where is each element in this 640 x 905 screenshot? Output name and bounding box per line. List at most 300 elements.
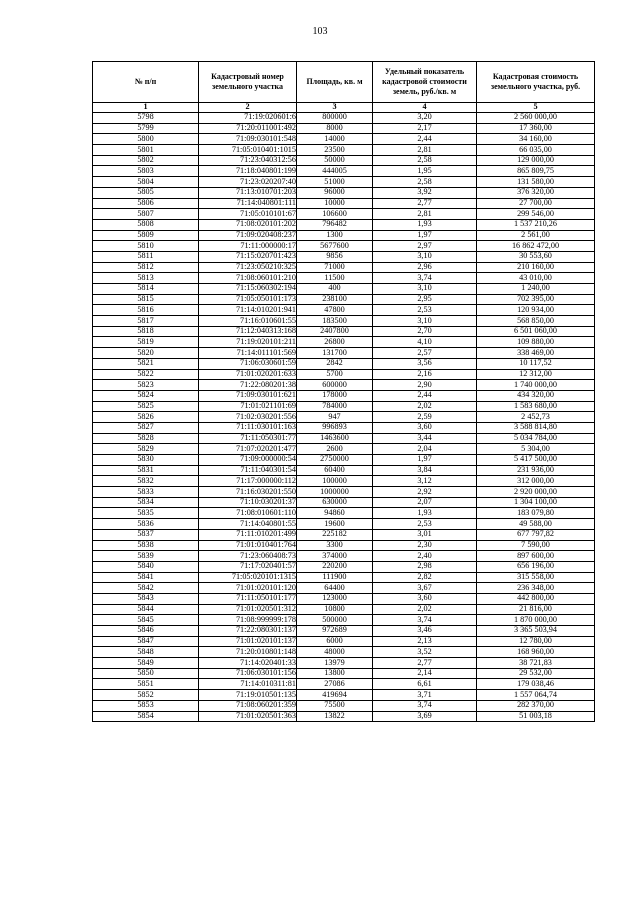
row-number-cell: 5853 — [93, 700, 199, 711]
table-row — [93, 145, 595, 156]
cadastral-number-cell: 71:08:010601:110 — [199, 508, 297, 519]
cadastral-number-cell: 71:14:010201:941 — [199, 305, 297, 316]
row-number-cell: 5822 — [93, 369, 199, 380]
cadastral-number-cell: 71:09:030101:548 — [199, 134, 297, 145]
unit-value-cell: 3,74 — [373, 615, 477, 626]
cadastral-number-cell: 71:20:010801:148 — [199, 647, 297, 658]
table-row — [93, 465, 595, 476]
cadastral-value-cell: 29 532,00 — [477, 668, 595, 679]
unit-value-cell: 1,93 — [373, 219, 477, 230]
cadastral-value-cell: 7 590,00 — [477, 540, 595, 551]
table-row — [93, 658, 595, 669]
area-cell: 100000 — [297, 476, 373, 487]
row-number-cell: 5832 — [93, 476, 199, 487]
table-row — [93, 572, 595, 583]
table-row — [93, 177, 595, 188]
cadastral-value-cell: 66 035,00 — [477, 145, 595, 156]
header-unit-value: Удельный показатель кадастровой стоимости земель, руб./кв. м — [373, 62, 477, 103]
unit-value-cell: 1,97 — [373, 230, 477, 241]
table-row — [93, 369, 595, 380]
cadastral-value-cell: 677 797,82 — [477, 529, 595, 540]
cadastral-number-cell: 71:18:040801:199 — [199, 166, 297, 177]
area-cell: 26800 — [297, 337, 373, 348]
area-cell: 64400 — [297, 583, 373, 594]
cadastral-value-cell: 3 588 814,80 — [477, 422, 595, 433]
row-number-cell: 5815 — [93, 294, 199, 305]
cadastral-value-cell: 5 304,00 — [477, 444, 595, 455]
cadastral-value-cell: 1 304 100,00 — [477, 497, 595, 508]
area-cell: 13800 — [297, 668, 373, 679]
cadastral-number-cell: 71:01:020101:137 — [199, 636, 297, 647]
unit-value-cell: 2,98 — [373, 561, 477, 572]
cadastral-number-cell: 71:14:040801:111 — [199, 198, 297, 209]
cadastral-number-cell: 71:14:020401:33 — [199, 658, 297, 669]
row-number-cell: 5825 — [93, 401, 199, 412]
table-row — [93, 540, 595, 551]
area-cell: 3300 — [297, 540, 373, 551]
unit-value-cell: 2,17 — [373, 123, 477, 134]
area-cell: 178000 — [297, 390, 373, 401]
table-row — [93, 219, 595, 230]
row-number-cell: 5833 — [93, 487, 199, 498]
area-cell: 48000 — [297, 647, 373, 658]
unit-value-cell: 2,97 — [373, 241, 477, 252]
cadastral-number-cell: 71:07:020201:477 — [199, 444, 297, 455]
cadastral-number-cell: 71:01:020501:312 — [199, 604, 297, 615]
cadastral-number-cell: 71:01:020201:633 — [199, 369, 297, 380]
area-cell: 23500 — [297, 145, 373, 156]
area-cell: 111900 — [297, 572, 373, 583]
cadastral-value-cell: 109 880,00 — [477, 337, 595, 348]
cadastral-value-cell: 2 452,73 — [477, 412, 595, 423]
cadastral-number-cell: 71:16:030201:550 — [199, 487, 297, 498]
table-row — [93, 123, 595, 134]
row-number-cell: 5847 — [93, 636, 199, 647]
unit-value-cell: 2,07 — [373, 497, 477, 508]
cadastral-number-cell: 71:09:030101:621 — [199, 390, 297, 401]
row-number-cell: 5831 — [93, 465, 199, 476]
area-cell: 51000 — [297, 177, 373, 188]
area-cell: 1463600 — [297, 433, 373, 444]
cadastral-number-cell: 71:11:040301:54 — [199, 465, 297, 476]
table-row — [93, 711, 595, 722]
unit-value-cell: 3,69 — [373, 711, 477, 722]
unit-value-cell: 6,61 — [373, 679, 477, 690]
row-number-cell: 5817 — [93, 316, 199, 327]
table-row — [93, 668, 595, 679]
unit-value-cell: 3,52 — [373, 647, 477, 658]
cadastral-value-cell: 434 320,00 — [477, 390, 595, 401]
area-cell: 500000 — [297, 615, 373, 626]
cadastral-value-cell: 5 034 784,00 — [477, 433, 595, 444]
area-cell: 947 — [297, 412, 373, 423]
unit-value-cell: 2,14 — [373, 668, 477, 679]
cadastral-number-cell: 71:16:010601:55 — [199, 316, 297, 327]
cadastral-number-cell: 71:23:060408:73 — [199, 551, 297, 562]
table-row — [93, 476, 595, 487]
unit-value-cell: 3,12 — [373, 476, 477, 487]
cadastral-number-cell: 71:08:999999:178 — [199, 615, 297, 626]
row-number-cell: 5812 — [93, 262, 199, 273]
area-cell: 400 — [297, 284, 373, 295]
row-number-cell: 5804 — [93, 177, 199, 188]
area-cell: 5700 — [297, 369, 373, 380]
cadastral-number-cell: 71:08:060201:359 — [199, 700, 297, 711]
cadastral-number-cell: 71:09:020408:237 — [199, 230, 297, 241]
cadastral-number-cell: 71:22:080301:137 — [199, 626, 297, 637]
cadastral-value-cell: 10 117,52 — [477, 358, 595, 369]
cadastral-value-cell: 51 003,18 — [477, 711, 595, 722]
area-cell: 9856 — [297, 251, 373, 262]
cadastral-number-cell: 71:05:010101:67 — [199, 209, 297, 220]
table-row — [93, 316, 595, 327]
row-number-cell: 5842 — [93, 583, 199, 594]
row-number-cell: 5839 — [93, 551, 199, 562]
table-row — [93, 187, 595, 198]
cadastral-value-cell: 30 553,60 — [477, 251, 595, 262]
cadastral-number-cell: 71:23:040312:56 — [199, 155, 297, 166]
unit-value-cell: 3,60 — [373, 422, 477, 433]
row-number-cell: 5810 — [93, 241, 199, 252]
row-number-cell: 5848 — [93, 647, 199, 658]
unit-value-cell: 2,81 — [373, 209, 477, 220]
row-number-cell: 5849 — [93, 658, 199, 669]
cadastral-number-cell: 71:11:000000:17 — [199, 241, 297, 252]
unit-value-cell: 2,82 — [373, 572, 477, 583]
row-number-cell: 5840 — [93, 561, 199, 572]
cadastral-value-cell: 131 580,00 — [477, 177, 595, 188]
unit-value-cell: 2,04 — [373, 444, 477, 455]
cadastral-number-cell: 71:19:020101:211 — [199, 337, 297, 348]
unit-value-cell: 3,10 — [373, 316, 477, 327]
cadastral-number-cell: 71:23:020207:40 — [199, 177, 297, 188]
row-number-cell: 5821 — [93, 358, 199, 369]
row-number-cell: 5835 — [93, 508, 199, 519]
table-row — [93, 390, 595, 401]
cadastral-value-cell: 179 038,46 — [477, 679, 595, 690]
table-row — [93, 455, 595, 466]
table-row — [93, 198, 595, 209]
row-number-cell: 5806 — [93, 198, 199, 209]
row-number-cell: 5854 — [93, 711, 199, 722]
table-row — [93, 326, 595, 337]
table-row — [93, 690, 595, 701]
table-row — [93, 294, 595, 305]
table-header-row — [93, 62, 595, 103]
unit-value-cell: 1,97 — [373, 455, 477, 466]
cadastral-number-cell: 71:02:030201:556 — [199, 412, 297, 423]
row-number-cell: 5850 — [93, 668, 199, 679]
cadastral-number-cell: 71:19:010501:135 — [199, 690, 297, 701]
cadastral-value-cell: 1 537 210,26 — [477, 219, 595, 230]
table-row — [93, 412, 595, 423]
cadastral-number-cell: 71:14:040801:55 — [199, 519, 297, 530]
cadastral-number-cell: 71:06:030101:156 — [199, 668, 297, 679]
table-row — [93, 273, 595, 284]
row-number-cell: 5824 — [93, 390, 199, 401]
table-row — [93, 209, 595, 220]
unit-value-cell: 3,44 — [373, 433, 477, 444]
table-row — [93, 593, 595, 604]
row-number-cell: 5852 — [93, 690, 199, 701]
area-cell: 50000 — [297, 155, 373, 166]
area-cell: 60400 — [297, 465, 373, 476]
cadastral-value-cell: 210 160,00 — [477, 262, 595, 273]
row-number-cell: 5799 — [93, 123, 199, 134]
area-cell: 238100 — [297, 294, 373, 305]
row-number-cell: 5808 — [93, 219, 199, 230]
cadastral-value-cell: 5 417 500,00 — [477, 455, 595, 466]
row-number-cell: 5800 — [93, 134, 199, 145]
unit-value-cell: 2,59 — [373, 412, 477, 423]
area-cell: 800000 — [297, 113, 373, 124]
table-row — [93, 604, 595, 615]
cadastral-value-cell: 12 312,00 — [477, 369, 595, 380]
table-row — [93, 679, 595, 690]
cadastral-number-cell: 71:01:010401:764 — [199, 540, 297, 551]
table-row — [93, 561, 595, 572]
area-cell: 2750000 — [297, 455, 373, 466]
cadastral-value-cell: 338 469,00 — [477, 348, 595, 359]
table-row — [93, 166, 595, 177]
cadastral-value-cell: 27 700,00 — [477, 198, 595, 209]
unit-value-cell: 2,90 — [373, 380, 477, 391]
table-row — [93, 647, 595, 658]
table-row — [93, 401, 595, 412]
unit-value-cell: 3,10 — [373, 284, 477, 295]
cadastral-value-cell: 312 000,00 — [477, 476, 595, 487]
table-row — [93, 337, 595, 348]
row-number-cell: 5802 — [93, 155, 199, 166]
cadastral-value-cell: 2 561,00 — [477, 230, 595, 241]
area-cell: 6000 — [297, 636, 373, 647]
unit-value-cell: 4,10 — [373, 337, 477, 348]
area-cell: 14000 — [297, 134, 373, 145]
column-number: 2 — [199, 103, 297, 113]
cadastral-value-cell: 236 348,00 — [477, 583, 595, 594]
row-number-cell: 5851 — [93, 679, 199, 690]
area-cell: 131700 — [297, 348, 373, 359]
unit-value-cell: 2,92 — [373, 487, 477, 498]
row-number-cell: 5818 — [93, 326, 199, 337]
cadastral-number-cell: 71:20:011001:492 — [199, 123, 297, 134]
unit-value-cell: 2,58 — [373, 177, 477, 188]
cadastral-value-cell: 897 600,00 — [477, 551, 595, 562]
cadastral-value-cell: 3 365 503,94 — [477, 626, 595, 637]
unit-value-cell: 2,81 — [373, 145, 477, 156]
area-cell: 1000000 — [297, 487, 373, 498]
row-number-cell: 5803 — [93, 166, 199, 177]
table-row — [93, 422, 595, 433]
cadastral-value-cell: 12 780,00 — [477, 636, 595, 647]
row-number-cell: 5846 — [93, 626, 199, 637]
header-area: Площадь, кв. м — [297, 62, 373, 103]
cadastral-number-cell: 71:14:010311:81 — [199, 679, 297, 690]
area-cell: 19600 — [297, 519, 373, 530]
area-cell: 972689 — [297, 626, 373, 637]
table-row — [93, 636, 595, 647]
row-number-cell: 5827 — [93, 422, 199, 433]
cadastral-value-cell: 1 740 000,00 — [477, 380, 595, 391]
table-row — [93, 241, 595, 252]
table-row — [93, 497, 595, 508]
area-cell: 220200 — [297, 561, 373, 572]
area-cell: 2842 — [297, 358, 373, 369]
cadastral-number-cell: 71:19:020601:6 — [199, 113, 297, 124]
row-number-cell: 5814 — [93, 284, 199, 295]
cadastral-value-cell: 1 870 000,00 — [477, 615, 595, 626]
table-row — [93, 433, 595, 444]
cadastral-value-cell: 38 721,83 — [477, 658, 595, 669]
cadastral-value-cell: 231 936,00 — [477, 465, 595, 476]
unit-value-cell: 2,53 — [373, 519, 477, 530]
cadastral-value-cell: 376 320,00 — [477, 187, 595, 198]
row-number-cell: 5844 — [93, 604, 199, 615]
table-row — [93, 508, 595, 519]
table-row — [93, 380, 595, 391]
table-row — [93, 305, 595, 316]
cadastral-number-cell: 71:01:020101:120 — [199, 583, 297, 594]
header-row-number: № п/п — [93, 62, 199, 103]
area-cell: 2600 — [297, 444, 373, 455]
column-number: 1 — [93, 103, 199, 113]
row-number-cell: 5811 — [93, 251, 199, 262]
cadastral-number-cell: 71:23:050210:325 — [199, 262, 297, 273]
unit-value-cell: 2,44 — [373, 390, 477, 401]
cadastral-value-cell: 129 000,00 — [477, 155, 595, 166]
row-number-cell: 5843 — [93, 593, 199, 604]
cadastral-number-cell: 71:09:000000:54 — [199, 455, 297, 466]
unit-value-cell: 2,57 — [373, 348, 477, 359]
unit-value-cell: 3,71 — [373, 690, 477, 701]
cadastral-value-cell: 1 557 064,74 — [477, 690, 595, 701]
row-number-cell: 5829 — [93, 444, 199, 455]
unit-value-cell: 3,84 — [373, 465, 477, 476]
row-number-cell: 5809 — [93, 230, 199, 241]
area-cell: 225182 — [297, 529, 373, 540]
cadastral-number-cell: 71:14:011101:569 — [199, 348, 297, 359]
table-row — [93, 519, 595, 530]
cadastral-value-cell: 1 240,00 — [477, 284, 595, 295]
cadastral-value-cell: 168 960,00 — [477, 647, 595, 658]
row-number-cell: 5841 — [93, 572, 199, 583]
unit-value-cell: 3,01 — [373, 529, 477, 540]
row-number-cell: 5807 — [93, 209, 199, 220]
table-row — [93, 284, 595, 295]
cadastral-number-cell: 71:11:030101:163 — [199, 422, 297, 433]
cadastral-number-cell: 71:17:000000:112 — [199, 476, 297, 487]
area-cell: 8000 — [297, 123, 373, 134]
row-number-cell: 5837 — [93, 529, 199, 540]
unit-value-cell: 3,10 — [373, 251, 477, 262]
unit-value-cell: 2,77 — [373, 658, 477, 669]
cadastral-value-cell: 16 862 472,00 — [477, 241, 595, 252]
cadastral-value-cell: 865 809,75 — [477, 166, 595, 177]
cadastral-number-cell: 71:05:010401:1015 — [199, 145, 297, 156]
unit-value-cell: 3,56 — [373, 358, 477, 369]
cadastral-value-cell: 120 934,00 — [477, 305, 595, 316]
row-number-cell: 5826 — [93, 412, 199, 423]
unit-value-cell: 3,92 — [373, 187, 477, 198]
unit-value-cell: 2,16 — [373, 369, 477, 380]
unit-value-cell: 3,74 — [373, 700, 477, 711]
area-cell: 13822 — [297, 711, 373, 722]
page-number: 103 — [312, 26, 328, 37]
cadastral-value-cell: 656 196,00 — [477, 561, 595, 572]
area-cell: 996893 — [297, 422, 373, 433]
unit-value-cell: 2,30 — [373, 540, 477, 551]
table-row — [93, 358, 595, 369]
unit-value-cell: 2,44 — [373, 134, 477, 145]
unit-value-cell: 3,46 — [373, 626, 477, 637]
cadastral-number-cell: 71:08:020101:202 — [199, 219, 297, 230]
table-row — [93, 230, 595, 241]
cadastral-number-cell: 71:01:020501:363 — [199, 711, 297, 722]
unit-value-cell: 2,95 — [373, 294, 477, 305]
area-cell: 444005 — [297, 166, 373, 177]
header-cadastral-value: Кадастровая стоимость земельного участка, руб. — [477, 62, 595, 103]
table-row — [93, 134, 595, 145]
table-row — [93, 155, 595, 166]
cadastral-number-cell: 71:10:030201:37 — [199, 497, 297, 508]
table-body — [93, 113, 595, 722]
area-cell: 10800 — [297, 604, 373, 615]
column-number: 5 — [477, 103, 595, 113]
area-cell: 2407800 — [297, 326, 373, 337]
table-row — [93, 551, 595, 562]
area-cell: 419694 — [297, 690, 373, 701]
table-row — [93, 583, 595, 594]
cadastral-number-cell: 71:05:050101:173 — [199, 294, 297, 305]
area-cell: 374000 — [297, 551, 373, 562]
area-cell: 796482 — [297, 219, 373, 230]
cadastral-value-cell: 315 558,00 — [477, 572, 595, 583]
column-number: 3 — [297, 103, 373, 113]
cadastral-number-cell: 71:06:030601:59 — [199, 358, 297, 369]
area-cell: 600000 — [297, 380, 373, 391]
cadastral-value-cell: 282 370,00 — [477, 700, 595, 711]
area-cell: 27086 — [297, 679, 373, 690]
column-number: 4 — [373, 103, 477, 113]
row-number-cell: 5836 — [93, 519, 199, 530]
table-row — [93, 529, 595, 540]
area-cell: 106600 — [297, 209, 373, 220]
cadastral-number-cell: 71:01:021101:69 — [199, 401, 297, 412]
cadastral-number-cell: 71:12:040313:168 — [199, 326, 297, 337]
cadastral-number-cell: 71:11:050301:77 — [199, 433, 297, 444]
area-cell: 75500 — [297, 700, 373, 711]
unit-value-cell: 2,58 — [373, 155, 477, 166]
row-number-cell: 5820 — [93, 348, 199, 359]
table-row — [93, 113, 595, 124]
cadastral-value-cell: 299 546,00 — [477, 209, 595, 220]
cadastral-number-cell: 71:11:050101:177 — [199, 593, 297, 604]
unit-value-cell: 2,02 — [373, 401, 477, 412]
table-row — [93, 348, 595, 359]
cadastral-number-cell: 71:11:010201:499 — [199, 529, 297, 540]
cadastral-number-cell: 71:05:020101:1315 — [199, 572, 297, 583]
area-cell: 11500 — [297, 273, 373, 284]
cadastral-value-cell: 21 816,00 — [477, 604, 595, 615]
cadastral-value-cell: 34 160,00 — [477, 134, 595, 145]
table-row — [93, 251, 595, 262]
row-number-cell: 5813 — [93, 273, 199, 284]
area-cell: 1300 — [297, 230, 373, 241]
header-cadastral-number: Кадастровый номер земельного участка — [199, 62, 297, 103]
area-cell: 5677600 — [297, 241, 373, 252]
cadastral-value-table — [92, 61, 595, 722]
cadastral-number-cell: 71:15:060302:194 — [199, 284, 297, 295]
